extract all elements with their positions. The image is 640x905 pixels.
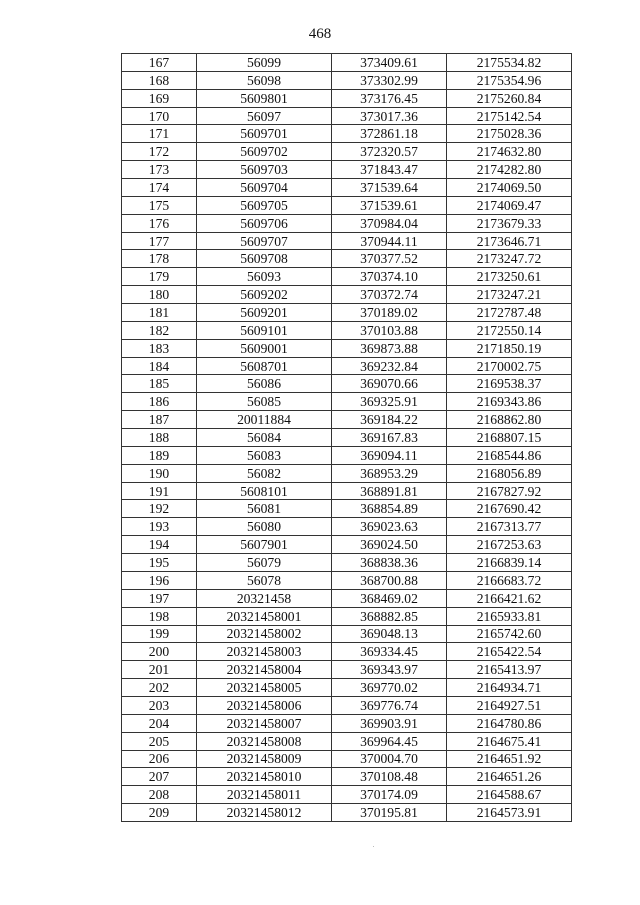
y-coordinate-cell: 2174069.50 bbox=[447, 179, 572, 197]
table-row bbox=[122, 304, 572, 322]
x-coordinate-cell: 368854.89 bbox=[332, 500, 447, 518]
y-coordinate-cell: 2168862.80 bbox=[447, 411, 572, 429]
table-row bbox=[122, 554, 572, 572]
row-index-cell: 192 bbox=[122, 500, 197, 518]
table-row bbox=[122, 768, 572, 786]
x-coordinate-cell: 369873.88 bbox=[332, 339, 447, 357]
row-index-cell: 189 bbox=[122, 446, 197, 464]
table-row bbox=[122, 196, 572, 214]
point-id-cell: 20321458004 bbox=[197, 661, 332, 679]
x-coordinate-cell: 369776.74 bbox=[332, 696, 447, 714]
table-row bbox=[122, 268, 572, 286]
row-index-cell: 196 bbox=[122, 571, 197, 589]
point-id-cell: 20321458006 bbox=[197, 696, 332, 714]
table-row bbox=[122, 786, 572, 804]
table-row bbox=[122, 679, 572, 697]
point-id-cell: 5609701 bbox=[197, 125, 332, 143]
table-row bbox=[122, 125, 572, 143]
table-row bbox=[122, 714, 572, 732]
table-row bbox=[122, 804, 572, 822]
point-id-cell: 5609202 bbox=[197, 286, 332, 304]
row-index-cell: 198 bbox=[122, 607, 197, 625]
table-row bbox=[122, 54, 572, 72]
y-coordinate-cell: 2164780.86 bbox=[447, 714, 572, 732]
table-row bbox=[122, 536, 572, 554]
x-coordinate-cell: 369343.97 bbox=[332, 661, 447, 679]
y-coordinate-cell: 2164927.51 bbox=[447, 696, 572, 714]
x-coordinate-cell: 372861.18 bbox=[332, 125, 447, 143]
y-coordinate-cell: 2168056.89 bbox=[447, 464, 572, 482]
y-coordinate-cell: 2167253.63 bbox=[447, 536, 572, 554]
x-coordinate-cell: 370984.04 bbox=[332, 214, 447, 232]
x-coordinate-cell: 370108.48 bbox=[332, 768, 447, 786]
point-id-cell: 5608101 bbox=[197, 482, 332, 500]
x-coordinate-cell: 368838.36 bbox=[332, 554, 447, 572]
point-id-cell: 56093 bbox=[197, 268, 332, 286]
row-index-cell: 199 bbox=[122, 625, 197, 643]
row-index-cell: 206 bbox=[122, 750, 197, 768]
row-index-cell: 182 bbox=[122, 321, 197, 339]
row-index-cell: 203 bbox=[122, 696, 197, 714]
row-index-cell: 188 bbox=[122, 429, 197, 447]
table-row bbox=[122, 625, 572, 643]
y-coordinate-cell: 2171850.19 bbox=[447, 339, 572, 357]
x-coordinate-cell: 368891.81 bbox=[332, 482, 447, 500]
x-coordinate-cell: 373302.99 bbox=[332, 71, 447, 89]
row-index-cell: 207 bbox=[122, 768, 197, 786]
x-coordinate-cell: 370374.10 bbox=[332, 268, 447, 286]
point-id-cell: 56078 bbox=[197, 571, 332, 589]
y-coordinate-cell: 2174632.80 bbox=[447, 143, 572, 161]
y-coordinate-cell: 2170002.75 bbox=[447, 357, 572, 375]
point-id-cell: 20321458008 bbox=[197, 732, 332, 750]
scan-dot bbox=[372, 845, 375, 848]
x-coordinate-cell: 369334.45 bbox=[332, 643, 447, 661]
y-coordinate-cell: 2173250.61 bbox=[447, 268, 572, 286]
point-id-cell: 5609001 bbox=[197, 339, 332, 357]
table-row bbox=[122, 107, 572, 125]
x-coordinate-cell: 371843.47 bbox=[332, 161, 447, 179]
x-coordinate-cell: 369048.13 bbox=[332, 625, 447, 643]
point-id-cell: 56082 bbox=[197, 464, 332, 482]
y-coordinate-cell: 2164588.67 bbox=[447, 786, 572, 804]
x-coordinate-cell: 368882.85 bbox=[332, 607, 447, 625]
row-index-cell: 186 bbox=[122, 393, 197, 411]
point-id-cell: 56083 bbox=[197, 446, 332, 464]
table-row bbox=[122, 232, 572, 250]
table-row bbox=[122, 393, 572, 411]
table-row bbox=[122, 589, 572, 607]
x-coordinate-cell: 370174.09 bbox=[332, 786, 447, 804]
y-coordinate-cell: 2168807.15 bbox=[447, 429, 572, 447]
row-index-cell: 201 bbox=[122, 661, 197, 679]
row-index-cell: 193 bbox=[122, 518, 197, 536]
x-coordinate-cell: 369167.83 bbox=[332, 429, 447, 447]
row-index-cell: 168 bbox=[122, 71, 197, 89]
x-coordinate-cell: 373176.45 bbox=[332, 89, 447, 107]
table-row bbox=[122, 732, 572, 750]
row-index-cell: 185 bbox=[122, 375, 197, 393]
point-id-cell: 5609801 bbox=[197, 89, 332, 107]
table-row bbox=[122, 214, 572, 232]
x-coordinate-cell: 369184.22 bbox=[332, 411, 447, 429]
x-coordinate-cell: 370372.74 bbox=[332, 286, 447, 304]
row-index-cell: 172 bbox=[122, 143, 197, 161]
x-coordinate-cell: 369964.45 bbox=[332, 732, 447, 750]
y-coordinate-cell: 2165413.97 bbox=[447, 661, 572, 679]
row-index-cell: 187 bbox=[122, 411, 197, 429]
table-row bbox=[122, 518, 572, 536]
x-coordinate-cell: 373409.61 bbox=[332, 54, 447, 72]
table-row bbox=[122, 696, 572, 714]
point-id-cell: 56081 bbox=[197, 500, 332, 518]
y-coordinate-cell: 2174069.47 bbox=[447, 196, 572, 214]
table-row bbox=[122, 375, 572, 393]
x-coordinate-cell: 369325.91 bbox=[332, 393, 447, 411]
table-row bbox=[122, 643, 572, 661]
table-row bbox=[122, 357, 572, 375]
x-coordinate-cell: 368469.02 bbox=[332, 589, 447, 607]
table-row bbox=[122, 179, 572, 197]
point-id-cell: 56086 bbox=[197, 375, 332, 393]
y-coordinate-cell: 2168544.86 bbox=[447, 446, 572, 464]
y-coordinate-cell: 2175354.96 bbox=[447, 71, 572, 89]
row-index-cell: 183 bbox=[122, 339, 197, 357]
y-coordinate-cell: 2175260.84 bbox=[447, 89, 572, 107]
table-row bbox=[122, 143, 572, 161]
table-row bbox=[122, 661, 572, 679]
table-row bbox=[122, 482, 572, 500]
table-row bbox=[122, 446, 572, 464]
point-id-cell: 5609201 bbox=[197, 304, 332, 322]
table-row bbox=[122, 429, 572, 447]
x-coordinate-cell: 369023.63 bbox=[332, 518, 447, 536]
row-index-cell: 191 bbox=[122, 482, 197, 500]
point-id-cell: 20321458009 bbox=[197, 750, 332, 768]
x-coordinate-cell: 369024.50 bbox=[332, 536, 447, 554]
point-id-cell: 56079 bbox=[197, 554, 332, 572]
x-coordinate-cell: 369770.02 bbox=[332, 679, 447, 697]
point-id-cell: 20321458010 bbox=[197, 768, 332, 786]
point-id-cell: 56085 bbox=[197, 393, 332, 411]
x-coordinate-cell: 369094.11 bbox=[332, 446, 447, 464]
row-index-cell: 174 bbox=[122, 179, 197, 197]
x-coordinate-cell: 368953.29 bbox=[332, 464, 447, 482]
y-coordinate-cell: 2175142.54 bbox=[447, 107, 572, 125]
x-coordinate-cell: 370189.02 bbox=[332, 304, 447, 322]
x-coordinate-cell: 372320.57 bbox=[332, 143, 447, 161]
point-id-cell: 5609707 bbox=[197, 232, 332, 250]
y-coordinate-cell: 2175028.36 bbox=[447, 125, 572, 143]
point-id-cell: 56098 bbox=[197, 71, 332, 89]
table-row bbox=[122, 500, 572, 518]
point-id-cell: 20321458007 bbox=[197, 714, 332, 732]
row-index-cell: 194 bbox=[122, 536, 197, 554]
y-coordinate-cell: 2164651.92 bbox=[447, 750, 572, 768]
x-coordinate-cell: 371539.64 bbox=[332, 179, 447, 197]
row-index-cell: 173 bbox=[122, 161, 197, 179]
row-index-cell: 195 bbox=[122, 554, 197, 572]
row-index-cell: 171 bbox=[122, 125, 197, 143]
x-coordinate-cell: 370004.70 bbox=[332, 750, 447, 768]
x-coordinate-cell: 370944.11 bbox=[332, 232, 447, 250]
row-index-cell: 167 bbox=[122, 54, 197, 72]
row-index-cell: 179 bbox=[122, 268, 197, 286]
table-row bbox=[122, 411, 572, 429]
point-id-cell: 5609702 bbox=[197, 143, 332, 161]
row-index-cell: 170 bbox=[122, 107, 197, 125]
point-id-cell: 5609706 bbox=[197, 214, 332, 232]
point-id-cell: 20321458012 bbox=[197, 804, 332, 822]
x-coordinate-cell: 369903.91 bbox=[332, 714, 447, 732]
table-row bbox=[122, 750, 572, 768]
y-coordinate-cell: 2169343.86 bbox=[447, 393, 572, 411]
x-coordinate-cell: 370377.52 bbox=[332, 250, 447, 268]
x-coordinate-cell: 370103.88 bbox=[332, 321, 447, 339]
y-coordinate-cell: 2173247.21 bbox=[447, 286, 572, 304]
x-coordinate-cell: 370195.81 bbox=[332, 804, 447, 822]
y-coordinate-cell: 2175534.82 bbox=[447, 54, 572, 72]
y-coordinate-cell: 2174282.80 bbox=[447, 161, 572, 179]
coordinates-table-body bbox=[122, 54, 572, 822]
table-row bbox=[122, 161, 572, 179]
table-row bbox=[122, 286, 572, 304]
y-coordinate-cell: 2164651.26 bbox=[447, 768, 572, 786]
row-index-cell: 205 bbox=[122, 732, 197, 750]
coordinates-table bbox=[121, 53, 572, 822]
point-id-cell: 5609708 bbox=[197, 250, 332, 268]
y-coordinate-cell: 2173247.72 bbox=[447, 250, 572, 268]
row-index-cell: 190 bbox=[122, 464, 197, 482]
point-id-cell: 56097 bbox=[197, 107, 332, 125]
table-row bbox=[122, 89, 572, 107]
table-row bbox=[122, 464, 572, 482]
point-id-cell: 20321458002 bbox=[197, 625, 332, 643]
point-id-cell: 20321458003 bbox=[197, 643, 332, 661]
point-id-cell: 20321458 bbox=[197, 589, 332, 607]
y-coordinate-cell: 2172550.14 bbox=[447, 321, 572, 339]
row-index-cell: 184 bbox=[122, 357, 197, 375]
y-coordinate-cell: 2164573.91 bbox=[447, 804, 572, 822]
point-id-cell: 5609704 bbox=[197, 179, 332, 197]
y-coordinate-cell: 2164675.41 bbox=[447, 732, 572, 750]
row-index-cell: 178 bbox=[122, 250, 197, 268]
x-coordinate-cell: 373017.36 bbox=[332, 107, 447, 125]
table-row bbox=[122, 339, 572, 357]
table-row bbox=[122, 71, 572, 89]
point-id-cell: 20321458001 bbox=[197, 607, 332, 625]
row-index-cell: 197 bbox=[122, 589, 197, 607]
row-index-cell: 208 bbox=[122, 786, 197, 804]
table-row bbox=[122, 571, 572, 589]
y-coordinate-cell: 2167827.92 bbox=[447, 482, 572, 500]
table-row bbox=[122, 250, 572, 268]
row-index-cell: 209 bbox=[122, 804, 197, 822]
row-index-cell: 169 bbox=[122, 89, 197, 107]
y-coordinate-cell: 2167313.77 bbox=[447, 518, 572, 536]
point-id-cell: 5609705 bbox=[197, 196, 332, 214]
point-id-cell: 5607901 bbox=[197, 536, 332, 554]
point-id-cell: 20011884 bbox=[197, 411, 332, 429]
x-coordinate-cell: 368700.88 bbox=[332, 571, 447, 589]
row-index-cell: 176 bbox=[122, 214, 197, 232]
x-coordinate-cell: 369232.84 bbox=[332, 357, 447, 375]
y-coordinate-cell: 2167690.42 bbox=[447, 500, 572, 518]
y-coordinate-cell: 2172787.48 bbox=[447, 304, 572, 322]
page-number: 468 bbox=[308, 26, 332, 42]
y-coordinate-cell: 2169538.37 bbox=[447, 375, 572, 393]
table-row bbox=[122, 321, 572, 339]
point-id-cell: 5609703 bbox=[197, 161, 332, 179]
row-index-cell: 175 bbox=[122, 196, 197, 214]
point-id-cell: 56084 bbox=[197, 429, 332, 447]
y-coordinate-cell: 2166421.62 bbox=[447, 589, 572, 607]
point-id-cell: 56099 bbox=[197, 54, 332, 72]
point-id-cell: 20321458011 bbox=[197, 786, 332, 804]
x-coordinate-cell: 371539.61 bbox=[332, 196, 447, 214]
row-index-cell: 177 bbox=[122, 232, 197, 250]
y-coordinate-cell: 2165742.60 bbox=[447, 625, 572, 643]
row-index-cell: 204 bbox=[122, 714, 197, 732]
row-index-cell: 180 bbox=[122, 286, 197, 304]
point-id-cell: 20321458005 bbox=[197, 679, 332, 697]
y-coordinate-cell: 2173679.33 bbox=[447, 214, 572, 232]
row-index-cell: 181 bbox=[122, 304, 197, 322]
y-coordinate-cell: 2164934.71 bbox=[447, 679, 572, 697]
y-coordinate-cell: 2165933.81 bbox=[447, 607, 572, 625]
table-row bbox=[122, 607, 572, 625]
point-id-cell: 5608701 bbox=[197, 357, 332, 375]
y-coordinate-cell: 2173646.71 bbox=[447, 232, 572, 250]
x-coordinate-cell: 369070.66 bbox=[332, 375, 447, 393]
y-coordinate-cell: 2166839.14 bbox=[447, 554, 572, 572]
row-index-cell: 202 bbox=[122, 679, 197, 697]
row-index-cell: 200 bbox=[122, 643, 197, 661]
y-coordinate-cell: 2165422.54 bbox=[447, 643, 572, 661]
y-coordinate-cell: 2166683.72 bbox=[447, 571, 572, 589]
point-id-cell: 5609101 bbox=[197, 321, 332, 339]
point-id-cell: 56080 bbox=[197, 518, 332, 536]
